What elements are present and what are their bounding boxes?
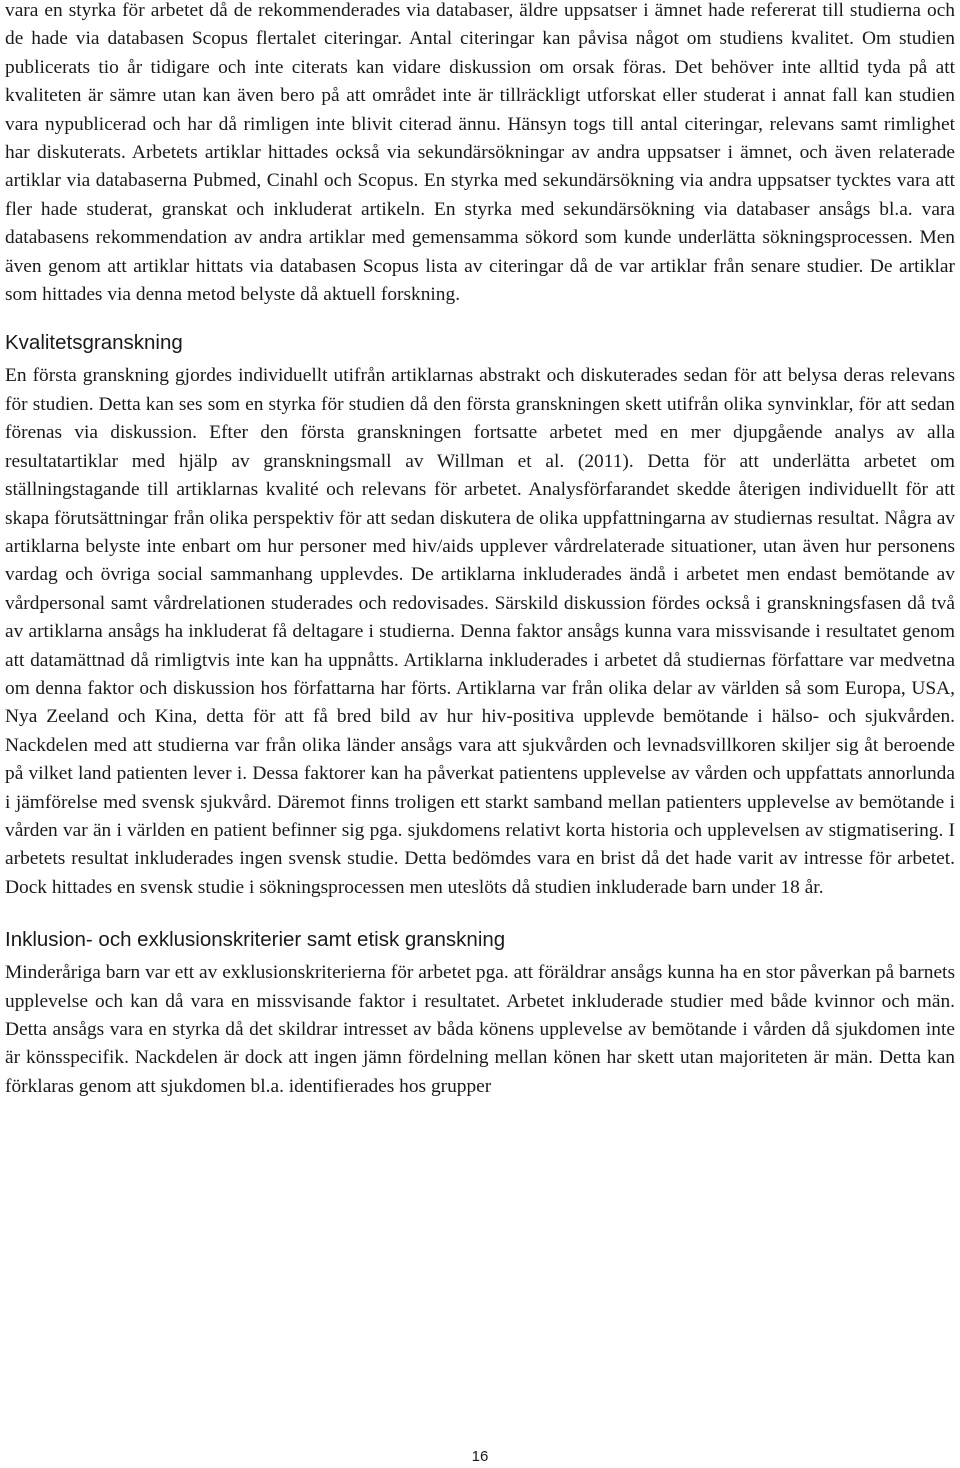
- section-heading-kvalitetsgranskning: Kvalitetsgranskning: [5, 331, 183, 355]
- page-number: 16: [471, 1448, 489, 1465]
- section-heading-inklusion: Inklusion- och exklusionskriterier samt etisk granskning: [5, 928, 506, 952]
- body-paragraph: Minderåriga barn var ett av exklusionskriterierna för arbetet pga. att föräldrar ansågs kunna ha en stor påverkan på barnets upplevelse och kan då vara en missvisande faktor i resultatet. Arbetet inkluderade studier med både kvinnor och män. Detta ansågs vara en styrka då det skildrar intresset av båda könens upplevelse av bemötande i vården då sjukdomen inte är könsspecifik. Nackdelen är dock att ingen jämn fördelning mellan könen har skett utan majoriteten är män. Detta kan förklaras genom att sjukdomen bl.a. identifierades hos grupper: [5, 962, 955, 1097]
- document-page: [5, 0, 955, 1101]
- body-paragraph: En första granskning gjordes individuellt utifrån artiklarnas abstrakt och diskuterades sedan för att belysa deras relevans för studien. Detta kan ses som en styrka för studien då den första granskningen skett utifrån olika synvinklar, för att sedan förenas via diskussion. Efter den första granskningen fortsatte arbetet med en mer djupgående analys av alla resultatartiklar med hjälp av granskningsmall av Willman et al. (2011). Detta för att underlätta arbetet om ställningstagande till artiklarnas kvalité och relevans för arbetet. Analysförfarandet skedde återigen individuellt för att skapa förutsättningar från olika perspektiv för att sedan diskutera de olika uppfattningarna av studiernas resultat. Några av artiklarna belyste inte enbart om hur personer med hiv/aids upplever vårdrelaterade situationer, utan även hur personens vardag och övriga social sammanhang upplevdes. De artiklarna inkluderades ändå i arbetet men endast bemötande av vårdpersonal samt vårdrelationen studerades och redovisades. Särskild diskussion fördes också i granskningsfasen då två av artiklarna ansågs ha inkluderat få deltagare i studierna. Denna faktor ansågs kunna vara missvisande i resultatet genom att datamättnad då rimligtvis inte kan ha uppnåtts. Artiklarna inkluderades i arbetet då studiernas författare var medvetna om denna faktor och diskussion hos författarna har förts. Artiklarna var från olika delar av världen så som Europa, USA, Nya Zeeland och Kina, detta för att få bred bild av hur hiv-positiva upplevde bemötande i hälso- och sjukvården. Nackdelen med att studierna var från olika länder ansågs vara att sjukvården och levnadsvillkoren skiljer sig åt beroende på vilket land patienten lever i. Dessa faktorer kan ha påverkat patientens upplevelse av vården och uppfattats annorlunda i jämförelse med svensk sjukvård. Däremot finns troligen ett starkt samband mellan patienters upplevelse av bemötande i vården var än i världen en patient befinner sig pga. sjukdomens relativt korta historia och upplevelsen av stigmatisering. I arbetets resultat inkluderades ingen svensk studie. Detta bedömdes vara en brist då det hade varit av intresse för arbetet. Dock hittades en svensk studie i sökningsprocessen men uteslöts då studien inkluderade barn under 18 år.: [5, 365, 955, 898]
- body-paragraph: vara en styrka för arbetet då de rekommenderades via databaser, äldre uppsatser i ämnet hade refererat till studierna och de hade via databasen Scopus flertalet citeringar. Antal citeringar kan påvisa något om studiens kvalitet. Om studien publicerats tio år tidigare och inte citerats kan vidare diskussion om orsak föras. Det behöver inte alltid tyda på att kvaliteten är sämre utan kan även bero på att området inte är tillräckligt utforskat eller studerat i annat fall kan studien vara nypublicerad och har då rimligen inte blivit citerad ännu. Hänsyn togs till antal citeringar, relevans samt rimlighet har diskuterats. Arbetets artiklar hittades också via sekundärsökningar av andra uppsatser i ämnet, och även relaterade artiklar via databaserna Pubmed, Cinahl och Scopus. En styrka med sekundärsökning via andra uppsatser tycktes vara att fler hade studerat, granskat och inkluderat artikeln. En styrka med sekundärsökning via databaser ansågs bl.a. vara databasens rekommendation av andra artiklar med gemensamma sökord som kunde underlätta sökningsprocessen. Men även genom att artiklar hittats via databasen Scopus lista av citeringar då de var artiklar från senare studier. De artiklar som hittades via denna metod belyste då aktuell forskning.: [5, 0, 955, 306]
